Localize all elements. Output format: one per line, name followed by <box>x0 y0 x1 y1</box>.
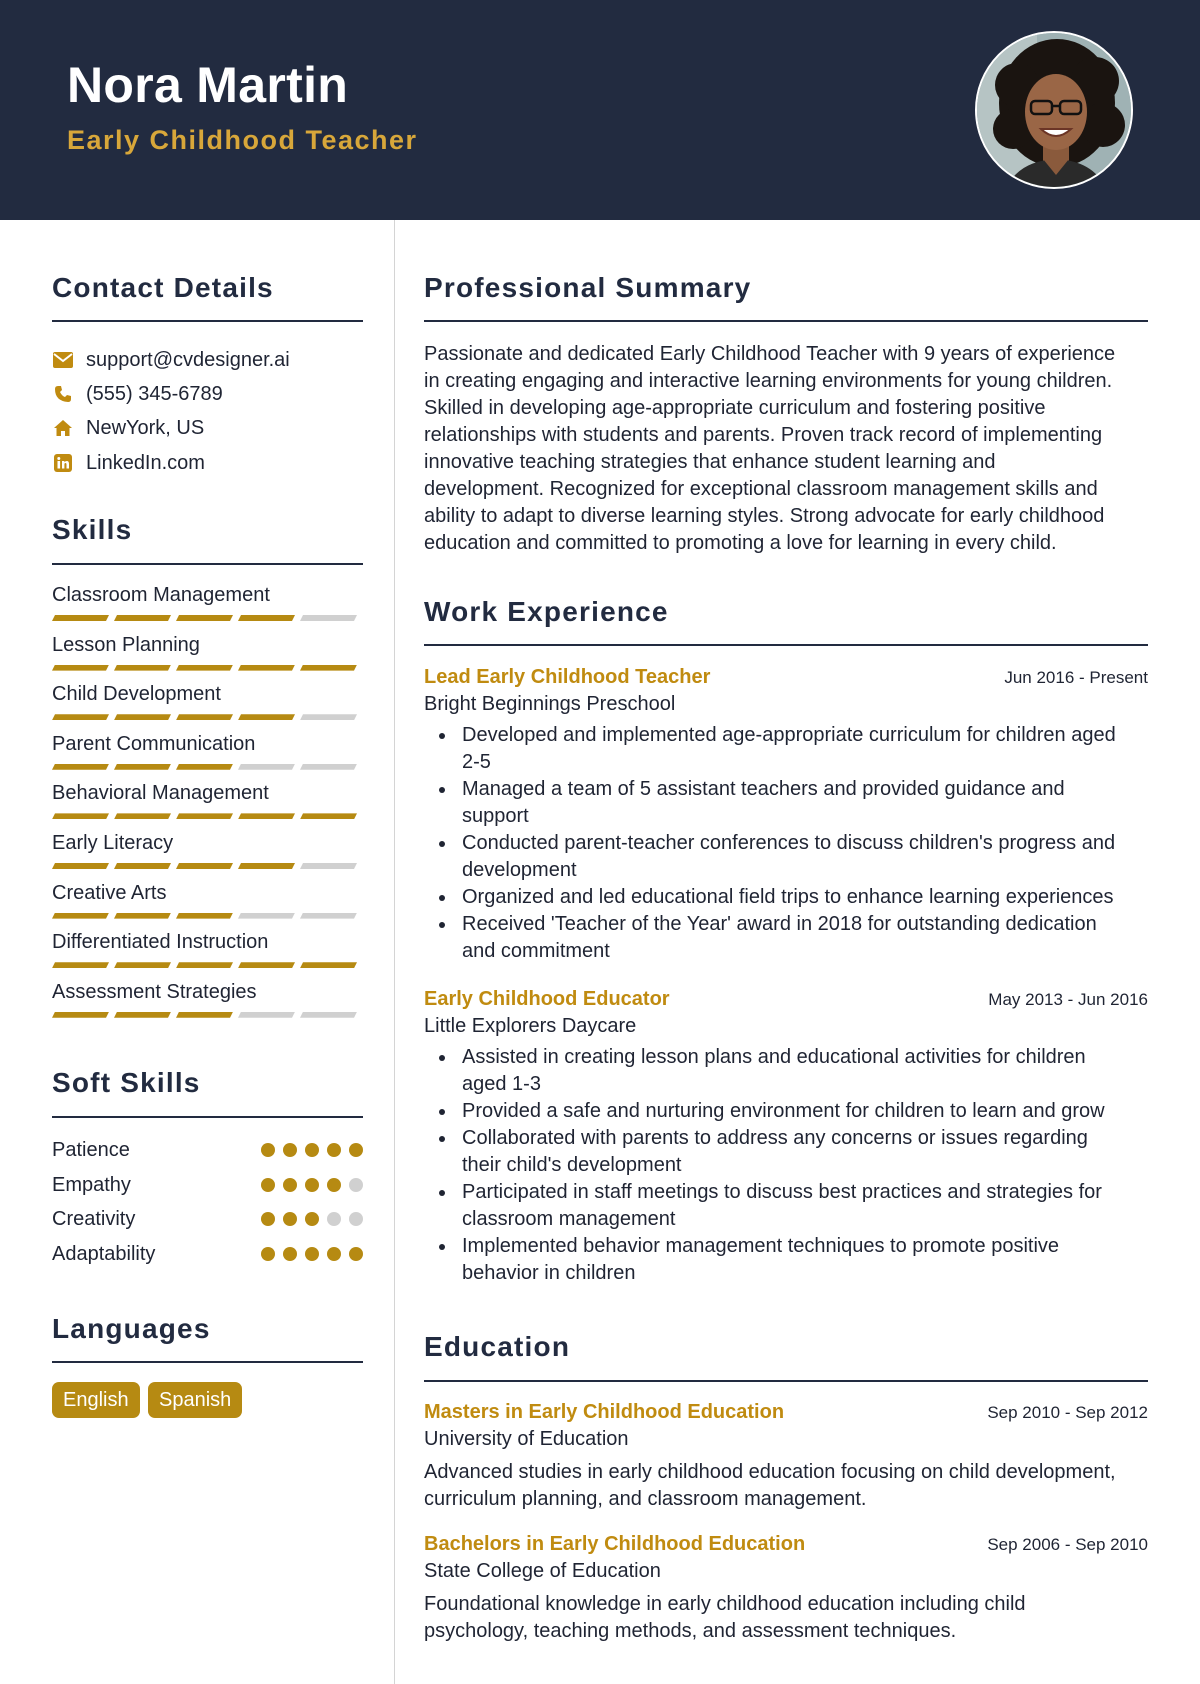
contact-rule <box>52 320 363 322</box>
soft-skill-item <box>52 1241 363 1267</box>
contact-location-text: NewYork, US <box>86 416 205 439</box>
skill-bar-filled <box>238 615 295 621</box>
languages-list <box>52 1382 363 1418</box>
phone-icon <box>52 383 74 405</box>
contact-heading: Contact Details <box>52 272 274 303</box>
skill-bar-filled <box>52 665 109 671</box>
skill-item <box>52 780 363 806</box>
rating-dot-filled <box>261 1143 275 1157</box>
rating-dot-filled <box>327 1178 341 1192</box>
bullet-line: 2-5 <box>462 751 491 773</box>
soft-skill-rating <box>261 1212 363 1226</box>
rating-dot-filled <box>283 1143 297 1157</box>
skills-rule <box>52 563 363 565</box>
job-entry <box>424 988 1148 1287</box>
rating-dot-empty <box>349 1212 363 1226</box>
skill-bar-filled <box>176 615 233 621</box>
soft-skill-rating <box>261 1143 363 1157</box>
bullet-line: Implemented behavior management techniques to promote positive <box>462 1235 1060 1257</box>
soft-skill-rating <box>261 1178 363 1192</box>
soft-skills-heading: Soft Skills <box>52 1067 201 1098</box>
degree-dates: Sep 2010 - Sep 2012 <box>987 1403 1148 1422</box>
bullet-line: aged 1-3 <box>462 1073 541 1095</box>
skill-level-bar <box>52 714 363 720</box>
bullet-line: and commitment <box>462 940 610 962</box>
job-dates: Jun 2016 - Present <box>1004 668 1148 687</box>
skill-bar-empty <box>300 714 357 720</box>
skill-level-bar <box>52 764 363 770</box>
skill-name: Assessment Strategies <box>52 980 257 1003</box>
job-title: Lead Early Childhood Teacher <box>424 666 711 688</box>
experience-rule <box>424 644 1148 646</box>
rating-dot-filled <box>327 1143 341 1157</box>
soft-skill-item <box>52 1137 363 1163</box>
skill-item <box>52 681 363 707</box>
skills-heading: Skills <box>52 514 133 545</box>
school-name: State College of Education <box>424 1560 661 1582</box>
skill-level-bar <box>52 665 363 671</box>
bullet-line: their child's development <box>462 1154 682 1176</box>
job-bullet <box>424 1125 1148 1179</box>
skill-bar-filled <box>52 863 109 869</box>
job-dates: May 2013 - Jun 2016 <box>988 990 1148 1009</box>
skill-bar-filled <box>176 962 233 968</box>
skill-bar-empty <box>238 913 295 919</box>
description-line: curriculum planning, and classroom management. <box>424 1488 867 1510</box>
skill-bar-filled <box>52 962 109 968</box>
job-company: Bright Beginnings Preschool <box>424 693 676 715</box>
skill-level-bar <box>52 615 363 621</box>
skill-bar-filled <box>238 813 295 819</box>
job-company: Little Explorers Daycare <box>424 1015 637 1037</box>
skill-bar-filled <box>176 714 233 720</box>
education-rule <box>424 1380 1148 1382</box>
bullet-line: Assisted in creating lesson plans and educational activities for children <box>462 1046 1086 1068</box>
language-pill: Spanish <box>148 1382 242 1418</box>
skill-name: Classroom Management <box>52 584 270 606</box>
job-bullet <box>424 1179 1148 1233</box>
skill-item <box>52 830 363 856</box>
skill-name: Child Development <box>52 683 221 706</box>
skill-bar-filled <box>300 813 357 819</box>
summary-line: education and committed to promoting a love for learning in every child. <box>424 532 1057 554</box>
rating-dot-filled <box>305 1247 319 1261</box>
skill-bar-filled <box>300 962 357 968</box>
linkedin-icon <box>52 452 74 474</box>
skill-bar-empty <box>300 615 357 621</box>
skill-item <box>52 880 363 906</box>
skill-bar-filled <box>238 665 295 671</box>
header-banner <box>0 0 1200 220</box>
skill-bar-filled <box>176 665 233 671</box>
skill-bar-filled <box>52 714 109 720</box>
skill-level-bar <box>52 1012 363 1018</box>
skill-item <box>52 632 363 658</box>
language-pill: English <box>52 1382 140 1418</box>
bullet-line: development <box>462 859 577 881</box>
job-title: Early Childhood Educator <box>424 988 670 1010</box>
education-entry <box>424 1401 1148 1513</box>
degree-description <box>424 1591 1148 1645</box>
contact-linkedin[interactable] <box>52 450 205 476</box>
bullet-line: Collaborated with parents to address any concerns or issues regarding <box>462 1127 1088 1149</box>
skill-bar-filled <box>114 764 171 770</box>
skill-level-bar <box>52 913 363 919</box>
education-heading: Education <box>424 1331 571 1362</box>
skill-bar-filled <box>114 863 171 869</box>
job-bullet <box>424 1098 1148 1125</box>
skill-bar-filled <box>52 913 109 919</box>
description-line: Foundational knowledge in early childhood education including child <box>424 1593 1026 1615</box>
job-bullet <box>424 830 1148 884</box>
skill-bar-filled <box>238 863 295 869</box>
rating-dot-filled <box>261 1247 275 1261</box>
skill-bar-filled <box>114 665 171 671</box>
contact-email[interactable] <box>52 347 290 373</box>
skill-name: Parent Communication <box>52 732 256 755</box>
skill-bar-filled <box>114 913 171 919</box>
school-name: University of Education <box>424 1428 629 1450</box>
skill-bar-empty <box>238 1012 295 1018</box>
skill-bar-empty <box>300 863 357 869</box>
summary-rule <box>424 320 1148 322</box>
rating-dot-filled <box>305 1212 319 1226</box>
column-divider <box>394 220 395 1684</box>
contact-phone[interactable] <box>52 381 223 407</box>
rating-dot-filled <box>283 1212 297 1226</box>
contact-email-text: support@cvdesigner.ai <box>86 348 290 371</box>
soft-skill-name: Creativity <box>52 1208 136 1231</box>
skill-bar-filled <box>238 714 295 720</box>
skill-bar-empty <box>300 764 357 770</box>
rating-dot-empty <box>349 1178 363 1192</box>
skill-bar-filled <box>52 764 109 770</box>
bullet-line: classroom management <box>462 1208 676 1230</box>
job-bullet <box>424 722 1148 776</box>
soft-skill-item <box>52 1206 363 1232</box>
bullet-line: Managed a team of 5 assistant teachers and provided guidance and <box>462 778 1065 800</box>
skill-name: Creative Arts <box>52 881 167 904</box>
rating-dot-filled <box>283 1178 297 1192</box>
skill-bar-empty <box>238 764 295 770</box>
skill-bar-filled <box>176 1012 233 1018</box>
summary-line: relationships with students and parents. Proven track record of implementing <box>424 424 1103 446</box>
contact-phone-text: (555) 345-6789 <box>86 382 223 405</box>
soft-skill-name: Patience <box>52 1139 130 1161</box>
envelope-icon <box>52 349 74 371</box>
skill-bar-filled <box>52 813 109 819</box>
skill-name: Lesson Planning <box>52 633 200 656</box>
bullet-line: Received 'Teacher of the Year' award in 2018 for outstanding dedication <box>462 913 1097 935</box>
skill-bar-filled <box>300 665 357 671</box>
summary-line: Passionate and dedicated Early Childhood Teacher with 9 years of experience <box>424 343 1116 365</box>
job-bullets <box>424 1044 1148 1287</box>
degree-dates: Sep 2006 - Sep 2010 <box>987 1535 1148 1554</box>
rating-dot-filled <box>305 1178 319 1192</box>
skill-bar-filled <box>176 913 233 919</box>
home-icon <box>52 417 74 439</box>
degree-title: Bachelors in Early Childhood Education <box>424 1533 806 1555</box>
job-bullet <box>424 884 1148 911</box>
skill-name: Differentiated Instruction <box>52 931 269 954</box>
summary-text <box>424 341 1148 557</box>
skill-item <box>52 582 363 608</box>
education-entry <box>424 1533 1148 1645</box>
skill-bar-empty <box>300 1012 357 1018</box>
soft-skill-name: Adaptability <box>52 1243 156 1266</box>
skill-name: Early Literacy <box>52 832 174 854</box>
summary-line: ability to adapt to diverse learning styles. Strong advocate for early childhood <box>424 505 1105 527</box>
job-bullet <box>424 911 1148 965</box>
summary-line: in creating engaging and interactive learning environments for young children. <box>424 370 1113 392</box>
degree-description <box>424 1459 1148 1513</box>
skill-level-bar <box>52 962 363 968</box>
rating-dot-filled <box>349 1143 363 1157</box>
skill-bar-filled <box>114 813 171 819</box>
bullet-line: Participated in staff meetings to discuss best practices and strategies for <box>462 1181 1102 1203</box>
skill-name: Behavioral Management <box>52 782 269 805</box>
languages-rule <box>52 1361 363 1363</box>
bullet-line: behavior in children <box>462 1262 636 1284</box>
bullet-line: Provided a safe and nurturing environment for children to learn and grow <box>462 1100 1105 1122</box>
rating-dot-filled <box>261 1212 275 1226</box>
skill-bar-filled <box>52 615 109 621</box>
skill-bar-filled <box>238 962 295 968</box>
experience-heading: Work Experience <box>424 596 669 627</box>
skill-item <box>52 929 363 955</box>
skill-bar-filled <box>114 615 171 621</box>
summary-line: development. Recognized for exceptional classroom management skills and <box>424 478 1098 500</box>
skill-bar-empty <box>300 913 357 919</box>
skill-bar-filled <box>176 813 233 819</box>
contact-location <box>52 415 204 441</box>
rating-dot-filled <box>349 1247 363 1261</box>
skill-level-bar <box>52 813 363 819</box>
skill-bar-filled <box>114 714 171 720</box>
rating-dot-filled <box>261 1178 275 1192</box>
languages-heading: Languages <box>52 1313 211 1344</box>
skill-item <box>52 731 363 757</box>
description-line: Advanced studies in early childhood education focusing on child development, <box>424 1461 1116 1483</box>
skill-item <box>52 979 363 1005</box>
degree-title: Masters in Early Childhood Education <box>424 1401 785 1423</box>
summary-line: Skilled in developing age-appropriate curriculum and fostering positive <box>424 397 1046 419</box>
description-line: psychology, teaching methods, and assessment techniques. <box>424 1620 957 1642</box>
summary-line: innovative teaching strategies that enhance student learning and <box>424 451 996 473</box>
skill-level-bar <box>52 863 363 869</box>
candidate-name: Nora Martin <box>67 57 349 113</box>
job-entry <box>424 666 1148 965</box>
candidate-title: Early Childhood Teacher <box>67 125 418 155</box>
job-bullet <box>424 1233 1148 1287</box>
skill-bar-filled <box>114 962 171 968</box>
rating-dot-filled <box>283 1247 297 1261</box>
soft-skill-name: Empathy <box>52 1173 131 1196</box>
soft-skills-rule <box>52 1116 363 1118</box>
skill-bar-filled <box>176 863 233 869</box>
soft-skill-rating <box>261 1247 363 1261</box>
skill-bar-filled <box>52 1012 109 1018</box>
bullet-line: support <box>462 805 529 827</box>
summary-heading: Professional Summary <box>424 272 752 303</box>
job-bullet <box>424 776 1148 830</box>
skill-bar-filled <box>176 764 233 770</box>
rating-dot-filled <box>305 1143 319 1157</box>
job-bullet <box>424 1044 1148 1098</box>
soft-skill-item <box>52 1172 363 1198</box>
skill-bar-filled <box>114 1012 171 1018</box>
bullet-line: Developed and implemented age-appropriate curriculum for children aged <box>462 724 1116 746</box>
contact-linkedin-text: LinkedIn.com <box>86 451 205 474</box>
rating-dot-empty <box>327 1212 341 1226</box>
rating-dot-filled <box>327 1247 341 1261</box>
bullet-line: Conducted parent-teacher conferences to discuss children's progress and <box>462 832 1116 854</box>
job-bullets <box>424 722 1148 965</box>
bullet-line: Organized and led educational field trips to enhance learning experiences <box>462 886 1114 908</box>
avatar <box>975 31 1133 189</box>
